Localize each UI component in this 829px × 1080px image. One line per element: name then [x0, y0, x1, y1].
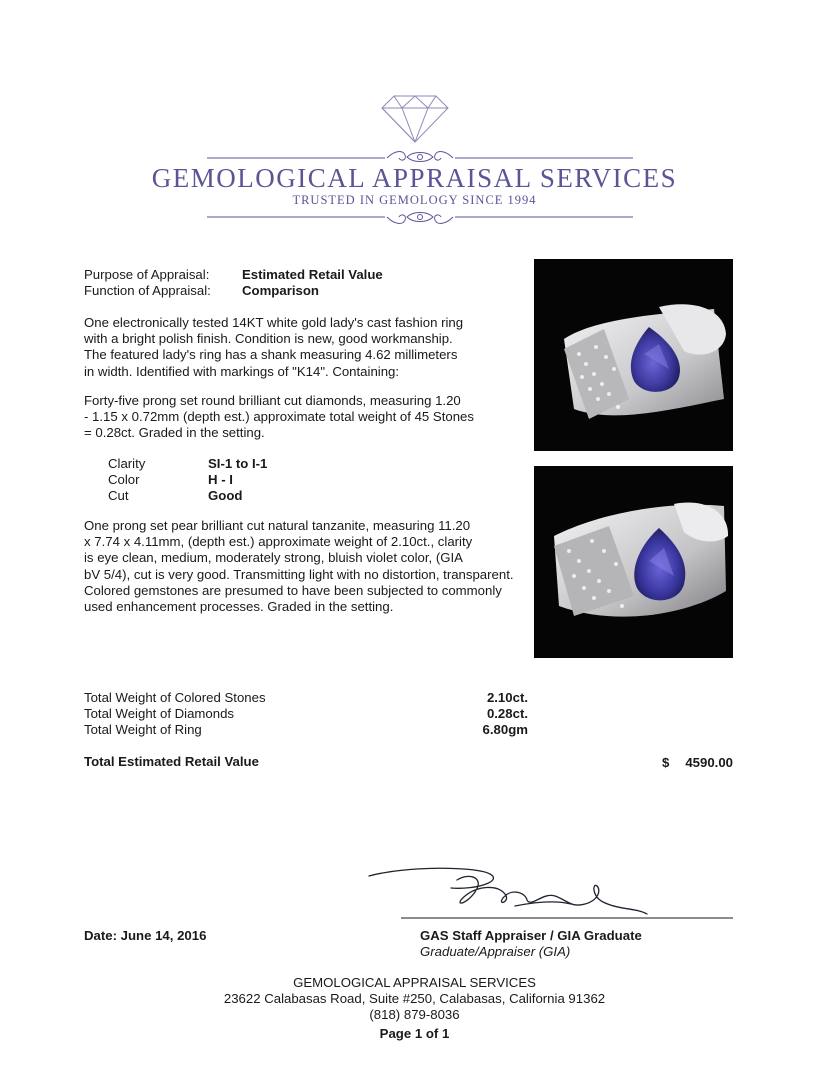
description-line: in width. Identified with markings of "K14". Containing: — [84, 363, 400, 379]
bottom-ornament-divider — [205, 208, 635, 226]
page-number: Page 1 of 1 — [379, 1026, 450, 1041]
diamond-line: Forty-five prong set round brilliant cut diamonds, measuring 1.20 — [84, 393, 461, 408]
total-diamonds-value: 0.28ct. — [486, 706, 528, 721]
total-ring-value: 6.80gm — [482, 722, 528, 737]
ring-description — [84, 315, 524, 380]
ring-photo-angle — [534, 466, 733, 658]
purpose-value: Estimated Retail Value — [242, 267, 383, 282]
total-colored-label: Total Weight of Colored Stones — [84, 690, 266, 705]
total-colored-value: 2.10ct. — [486, 690, 528, 705]
diamond-line: = 0.28ct. Graded in the setting. — [84, 425, 265, 441]
diamond-line: - 1.15 x 0.72mm (depth est.) approximate total weight of 45 Stones — [84, 409, 474, 425]
footer-company: GEMOLOGICAL APPRAISAL SERVICES — [293, 975, 536, 990]
retail-amount: 4590.00 — [685, 755, 733, 770]
ring-photo-front — [534, 259, 733, 451]
tanzanite-line: One prong set pear brilliant cut natural tanzanite, measuring 11.20 — [84, 518, 471, 533]
company-logo-title: GEMOLOGICAL APPRAISAL SERVICES — [151, 163, 678, 193]
description-line: with a bright polish finish. Condition is new, good workmanship. — [84, 331, 453, 347]
tanzanite-description — [84, 518, 534, 615]
grade-clarity-label: Clarity — [108, 456, 146, 471]
tanzanite-line: is eye clean, medium, moderately strong, bluish violet color, (GIA — [84, 550, 463, 566]
purpose-label: Purpose of Appraisal: — [84, 267, 210, 282]
grade-clarity-value: SI-1 to I-1 — [208, 456, 268, 471]
grade-cut-value: Good — [208, 488, 243, 503]
tanzanite-line: Colored gemstones are presumed to have been subjected to commonly — [84, 582, 502, 598]
appraiser-signature — [365, 862, 735, 924]
company-tagline: TRUSTED IN GEMOLOGY SINCE 1994 — [292, 193, 537, 207]
tanzanite-line: used enhancement processes. Graded in the setting. — [84, 599, 394, 615]
diamond-icon — [380, 92, 450, 144]
total-ring-label: Total Weight of Ring — [84, 722, 202, 737]
appraiser-subtitle: Graduate/Appraiser (GIA) — [420, 944, 571, 959]
footer-phone: (818) 879-8036 — [369, 1007, 460, 1022]
function-value: Comparison — [242, 283, 319, 298]
appraisal-date: Date: June 14, 2016 — [84, 928, 207, 943]
description-line: One electronically tested 14KT white gold lady's cast fashion ring — [84, 315, 464, 330]
grade-color-label: Color — [108, 472, 140, 487]
tanzanite-line: x 7.74 x 4.11mm, (depth est.) approximate weight of 2.10ct., clarity — [84, 534, 473, 550]
retail-value-label: Total Estimated Retail Value — [84, 754, 259, 769]
tanzanite-line: bV 5/4), cut is very good. Transmitting light with no distortion, transparent. — [84, 566, 514, 582]
footer-address: 23622 Calabasas Road, Suite #250, Calabasas, California 91362 — [223, 991, 606, 1006]
function-label: Function of Appraisal: — [84, 283, 211, 298]
diamond-description — [84, 393, 524, 442]
description-line: The featured lady's ring has a shank measuring 4.62 millimeters — [84, 347, 458, 363]
grade-cut-label: Cut — [108, 488, 129, 503]
retail-currency: $ — [662, 755, 670, 770]
appraiser-title: GAS Staff Appraiser / GIA Graduate — [420, 928, 642, 943]
grade-color-value: H - I — [208, 472, 233, 487]
total-diamonds-label: Total Weight of Diamonds — [84, 706, 235, 721]
